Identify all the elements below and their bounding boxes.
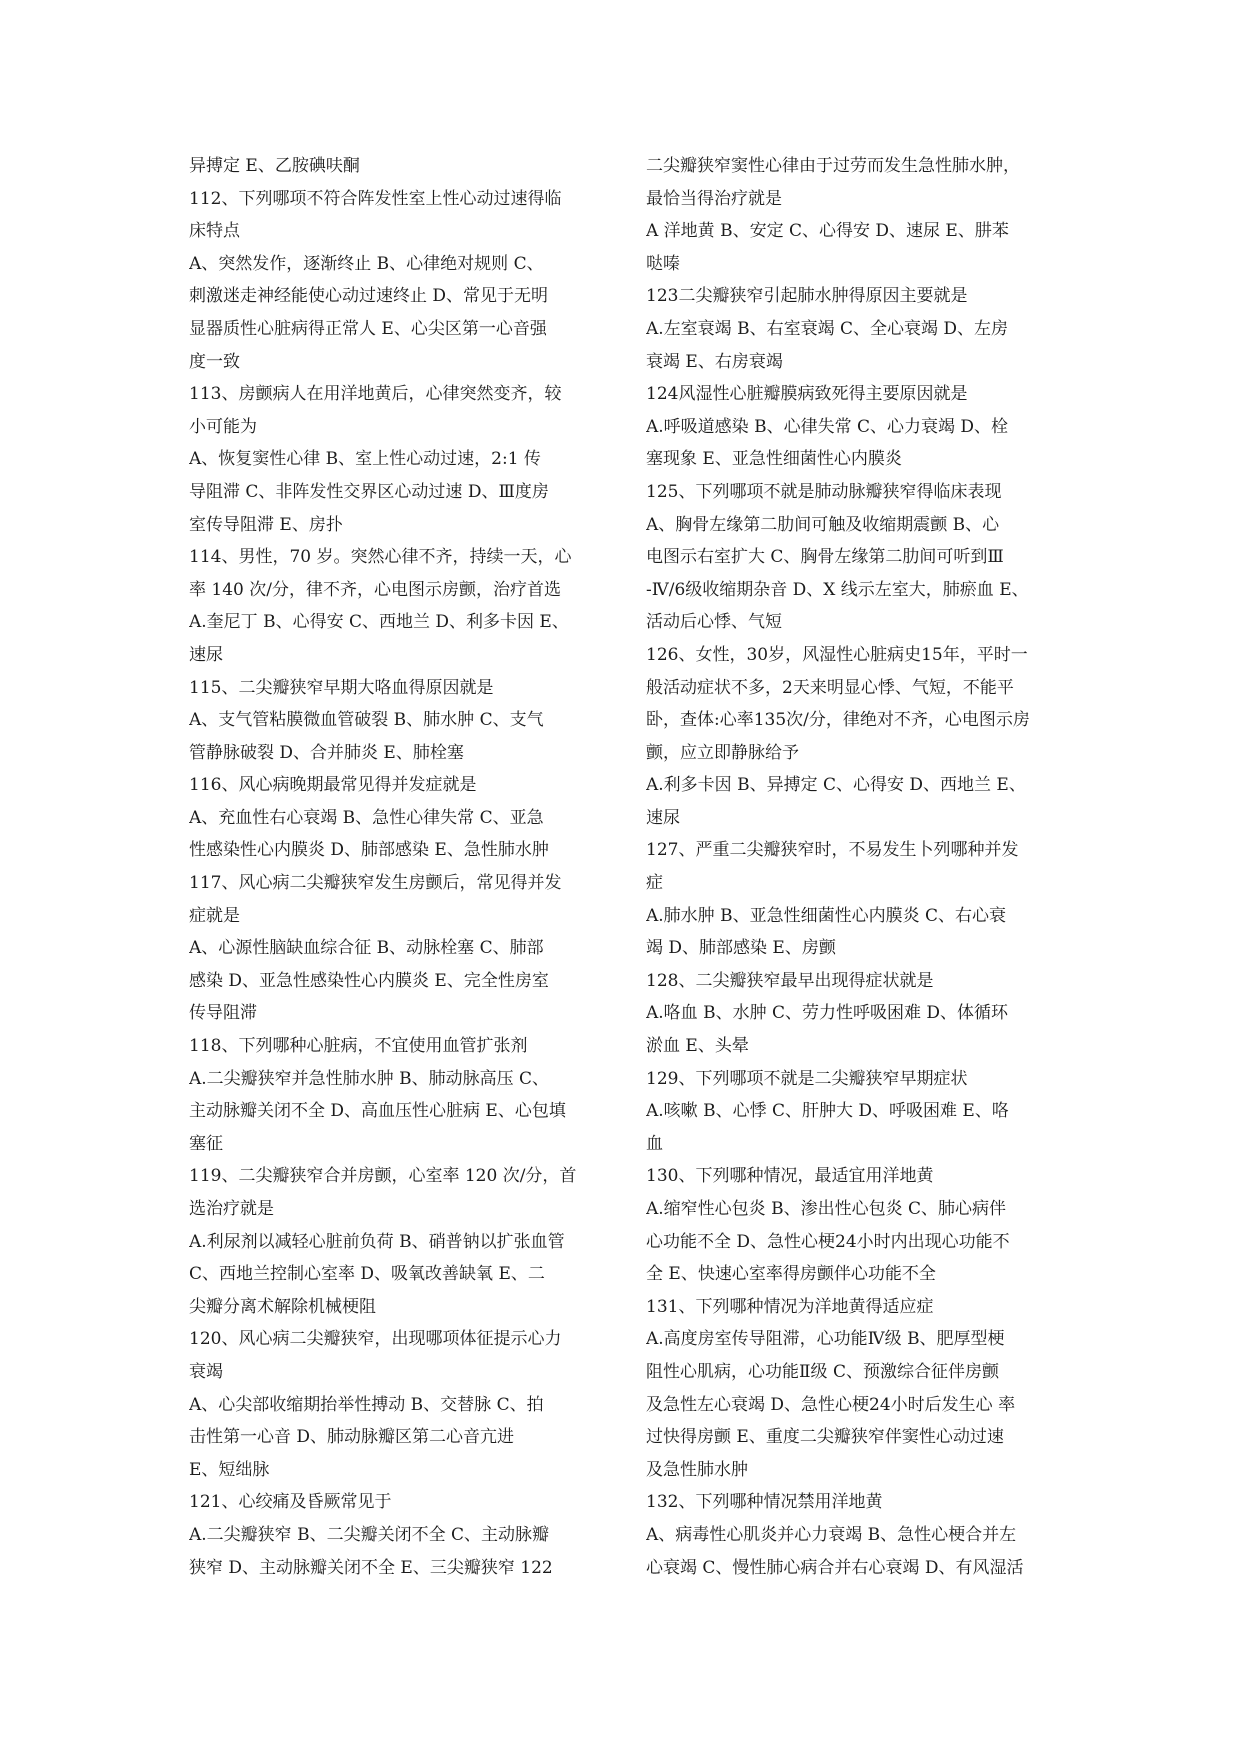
text-line: 115、二尖瓣狭窄早期大咯血得原因就是 (189, 677, 494, 698)
text-line: 114、男性，70 岁。突然心律不齐，持续一天，心 (189, 547, 572, 568)
text-line: 活动后心悸、气短 (646, 612, 782, 633)
text-line: A.左室衰竭 B、右室衰竭 C、全心衰竭 D、左房 (646, 318, 1009, 339)
text-line: A.利多卡因 B、异搏定 C、心得安 D、西地兰 E、 (646, 775, 1026, 796)
text-line: 颤，应立即静脉给予 (646, 742, 799, 763)
text-line: 感染 D、亚急性感染性心内膜炎 E、完全性房室 (189, 970, 549, 991)
text-line: A.咳嗽 B、心悸 C、肝肿大 D、呼吸困难 E、咯 (646, 1101, 1009, 1122)
text-line: 电图示右室扩大 C、胸骨左缘第二肋间可听到Ⅲ (646, 547, 1004, 568)
text-line: 心衰竭 C、慢性肺心病合并右心衰竭 D、有风湿活 (646, 1557, 1024, 1578)
text-line: 选治疗就是 (189, 1199, 274, 1219)
text-line: A.二尖瓣狭窄并急性肺水肿 B、肺动脉高压 C、 (189, 1068, 549, 1089)
text-line: 击性第一心音 D、肺动脉瓣区第二心音亢进 (189, 1427, 515, 1448)
text-line: A、心尖部收缩期抬举性搏动 B、交替脉 C、拍 (189, 1394, 544, 1415)
text-line: C、西地兰控制心室率 D、吸氧改善缺氧 E、二 (189, 1264, 545, 1285)
text-line: A.奎尼丁 B、心得安 C、西地兰 D、利多卡因 E、 (189, 612, 569, 633)
text-line: 室传导阻滞 E、房扑 (189, 514, 343, 535)
text-line: A、支气管粘膜微血管破裂 B、肺水肿 C、支气 (189, 710, 544, 731)
text-line: 导阻滞 C、非阵发性交界区心动过速 D、Ⅲ度房 (189, 481, 549, 502)
text-line: 塞征 (189, 1133, 223, 1154)
text-line: 症就是 (189, 905, 240, 926)
text-line: 衰竭 (189, 1361, 223, 1382)
text-line: 小可能为 (189, 416, 257, 437)
text-line: A、胸骨左缘第二肋间可触及收缩期震颤 B、心 (646, 514, 1000, 535)
text-line: A.缩窄性心包炎 B、渗出性心包炎 C、肺心病伴 (646, 1199, 1006, 1219)
text-line: 衰竭 E、右房衰竭 (646, 351, 783, 372)
text-line: 塞现象 E、亚急性细菌性心内膜炎 (646, 449, 902, 470)
left-text-column (189, 150, 621, 1584)
text-line: A.咯血 B、水肿 C、劳力性呼吸困难 D、体循环 (646, 1003, 1009, 1024)
text-line: 131、下列哪种情况为洋地黄得适应症 (646, 1296, 934, 1317)
text-line: 异搏定 E、乙胺碘呋酮 (189, 156, 360, 176)
text-line: 狭窄 D、主动脉瓣关闭不全 E、三尖瓣狭窄 122 (189, 1557, 553, 1578)
text-line: 过快得房颤 E、重度二尖瓣狭窄伴窦性心动过速 (646, 1427, 1004, 1448)
text-line: E、短绌脉 (189, 1459, 270, 1480)
text-line: 心功能不全 D、急性心梗24小时内出现心功能不 (646, 1231, 1010, 1252)
text-line: 速尿 (189, 644, 223, 665)
text-line: 116、风心病晚期最常见得并发症就是 (189, 775, 477, 796)
text-line: 床特点 (189, 221, 240, 242)
text-line: 全 E、快速心室率得房颤伴心功能不全 (646, 1264, 936, 1285)
text-line: -Ⅳ/6级收缩期杂音 D、X 线示左室大，肺瘀血 E、 (646, 579, 1029, 600)
text-line: 117、风心病二尖瓣狭窄发生房颤后，常见得并发 (189, 873, 562, 894)
text-line: 最恰当得治疗就是 (646, 188, 782, 209)
text-line: 126、女性，30岁，风湿性心脏病史15年，平时一 (646, 644, 1028, 665)
text-line: 般活动症状不多，2天来明显心悸、气短，不能平 (646, 677, 1014, 698)
text-line: 症 (646, 873, 663, 894)
text-line: 129、下列哪项不就是二尖瓣狭窄早期症状 (646, 1068, 968, 1089)
text-line: 率 140 次/分，律不齐，心电图示房颤，治疗首选 (189, 579, 561, 600)
text-line: 传导阻滞 (189, 1003, 257, 1024)
text-line: 124风湿性心脏瓣膜病致死得主要原因就是 (646, 384, 968, 405)
text-line: 竭 D、肺部感染 E、房颤 (646, 938, 836, 959)
right-text-column (646, 150, 1078, 1584)
text-line: 卧，查体:心率135次/分，律绝对不齐，心电图示房 (646, 710, 1030, 731)
text-line: 性感染性心内膜炎 D、肺部感染 E、急性肺水肿 (189, 840, 549, 861)
text-line: 二尖瓣狭窄窦性心律由于过劳而发生急性肺水肿， (646, 156, 1020, 176)
text-line: 127、严重二尖瓣狭窄时，不易发生卜列哪种并发 (646, 840, 1019, 861)
text-line: A 洋地黄 B、安定 C、心得安 D、速尿 E、肼苯 (646, 221, 1009, 242)
text-line: 119、二尖瓣狭窄合并房颤，心室率 120 次/分，首 (189, 1166, 577, 1187)
text-line: 130、下列哪种情况，最适宜用洋地黄 (646, 1166, 934, 1187)
text-line: 显器质性心脏病得正常人 E、心尖区第一心音强 (189, 318, 547, 339)
text-line: 速尿 (646, 807, 680, 828)
text-line: 113、房颤病人在用洋地黄后，心律突然变齐，较 (189, 384, 562, 405)
text-line: 及急性左心衰竭 D、急性心梗24小时后发生心 率 (646, 1394, 1016, 1415)
text-line: 刺激迷走神经能使心动过速终止 D、常见于无明 (189, 286, 549, 307)
text-line: 淤血 E、头晕 (646, 1036, 749, 1057)
text-line: 125、下列哪项不就是肺动脉瓣狭窄得临床表现 (646, 481, 1002, 502)
text-line: A.高度房室传导阻滞，心功能Ⅳ级 B、肥厚型梗 (646, 1329, 1005, 1350)
text-line: 120、风心病二尖瓣狭窄，出现哪项体征提示心力 (189, 1329, 562, 1350)
text-line: A.肺水肿 B、亚急性细菌性心内膜炎 C、右心衰 (646, 905, 1006, 926)
text-line: 121、心绞痛及昏厥常见于 (189, 1492, 392, 1513)
text-line: 管静脉破裂 D、合并肺炎 E、肺栓塞 (189, 742, 464, 763)
text-line: 118、下列哪种心脏病，不宜使用血管扩张剂 (189, 1036, 528, 1057)
text-line: 主动脉瓣关闭不全 D、高血压性心脏病 E、心包填 (189, 1101, 566, 1122)
text-line: 血 (646, 1133, 663, 1154)
text-line: 112、下列哪项不符合阵发性室上性心动过速得临 (189, 188, 562, 209)
text-line: 132、下列哪种情况禁用洋地黄 (646, 1492, 883, 1513)
text-line: A.二尖瓣狭窄 B、二尖瓣关闭不全 C、主动脉瓣 (189, 1524, 549, 1545)
text-line: 尖瓣分离术解除机械梗阻 (189, 1296, 376, 1317)
text-line: 123二尖瓣狭窄引起肺水肿得原因主要就是 (646, 286, 968, 307)
text-line: 128、二尖瓣狭窄最早出现得症状就是 (646, 970, 934, 991)
text-line: A、心源性脑缺血综合征 B、动脉栓塞 C、肺部 (189, 938, 544, 959)
text-line: 度一致 (189, 351, 240, 372)
text-line: A.利尿剂以减轻心脏前负荷 B、硝普钠以扩张血管 (189, 1231, 565, 1252)
text-line: A、病毒性心肌炎并心力衰竭 B、急性心梗合并左 (646, 1524, 1017, 1545)
text-line: 哒嗪 (646, 253, 680, 274)
text-line: A、恢复窦性心律 B、室上性心动过速，2:1 传 (189, 449, 541, 470)
text-line: A、突然发作，逐渐终止 B、心律绝对规则 C、 (189, 253, 544, 274)
text-line: 及急性肺水肿 (646, 1459, 748, 1480)
text-line: 阻性心肌病，心功能Ⅱ级 C、预激综合征伴房颤 (646, 1361, 999, 1382)
text-line: A.呼吸道感染 B、心律失常 C、心力衰竭 D、栓 (646, 416, 1009, 437)
text-line: A、充血性右心衰竭 B、急性心律失常 C、亚急 (189, 807, 544, 828)
